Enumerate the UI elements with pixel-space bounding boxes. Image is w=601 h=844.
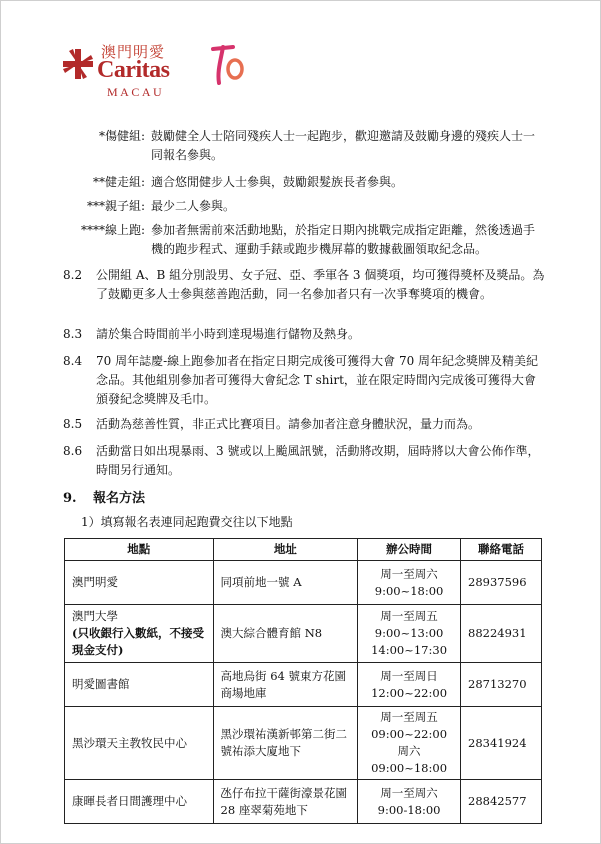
- cell-hours: [358, 561, 461, 605]
- logo-macau-text: MACAU: [107, 85, 165, 99]
- place-note: (只收銀行入數紙，不接受現金支付): [72, 626, 204, 657]
- group-label: **健走組:: [92, 175, 145, 189]
- item-text: 請於集合時間前半小時到達現場進行儲物及熱身。: [96, 327, 361, 341]
- section-heading: [63, 487, 145, 506]
- cell-place: 澳門明愛: [65, 561, 214, 605]
- hours-line: 09:00~22:00: [371, 727, 448, 741]
- item-text: 公開組 A、B 組分別設男、女子冠、亞、季軍各 3 個獎項，均可獲得獎杯及獎品。為了鼓勵更多人士參與慈善跑活動，同一名參加者只有一次爭奪獎項的機會。: [96, 268, 545, 301]
- hours-line: 12:00~22:00: [371, 685, 448, 700]
- table-row: [65, 707, 542, 780]
- cell-hours: [358, 780, 461, 824]
- item-number: 8.4: [63, 354, 83, 368]
- cell-phone: 28341924: [461, 707, 542, 780]
- item-number: 8.6: [63, 444, 83, 458]
- header-hours: 辦公時間: [358, 539, 461, 561]
- hours-line: 周一至周五: [380, 609, 438, 623]
- table-row: [65, 605, 542, 663]
- hours-line: 周一至周六: [380, 566, 438, 581]
- logo-english-text: Caritas: [97, 57, 170, 83]
- item-text: 活動為慈善性質，非正式比賽項目。請參加者注意身體狀況，量力而為。: [96, 417, 481, 431]
- cell-phone: 28937596: [461, 561, 542, 605]
- anniversary-70-logo: [207, 39, 247, 89]
- hours-line: 周一至周六: [380, 785, 438, 800]
- cell-address: 澳大綜合體育館 N8: [213, 605, 358, 663]
- group-label: ***親子組:: [86, 199, 145, 213]
- item-number: 8.5: [63, 417, 83, 431]
- hours-line: 9:00-18:00: [377, 802, 441, 817]
- group-desc: 參加者無需前來活動地點，於指定日期內挑戰完成指定距離，然後透過手機的跑步程式、運動手錶或跑步機屏幕的數據截圖領取紀念品。: [151, 223, 536, 256]
- group-desc: 鼓勵健全人士陪同殘疾人士一起跑步，歡迎邀請及鼓勵身邊的殘疾人士一同報名參與。: [151, 129, 536, 162]
- registration-locations-table: [64, 538, 542, 824]
- item-text: 活動當日如出現暴雨、3 號或以上颱風訊號，活動將改期，屆時將以大會公佈作準，時間另行通知。: [96, 444, 540, 477]
- cell-phone: 88224931: [461, 605, 542, 663]
- section-title: 報名方法: [93, 491, 146, 506]
- place-name: 澳門大學: [72, 609, 118, 623]
- hours-line: 9:00~13:00: [374, 626, 444, 640]
- table-row: [65, 663, 542, 707]
- cell-place: 明愛圖書館: [65, 663, 214, 707]
- cell-place: 黑沙環天主教牧民中心: [65, 707, 214, 780]
- cell-address: 同項前地一號 A: [213, 561, 358, 605]
- cell-place: [65, 605, 214, 663]
- caritas-logo: [61, 41, 251, 111]
- group-row: [1, 127, 601, 167]
- hours-line: 9:00~18:00: [374, 583, 444, 598]
- cell-phone: 28713270: [461, 663, 542, 707]
- cell-address: 高地烏街 64 號東方花園商場地庫: [213, 663, 358, 707]
- cell-hours: [358, 663, 461, 707]
- group-label: *傷健組:: [98, 129, 145, 143]
- header-address: 地址: [213, 539, 358, 561]
- logo-chinese-text: 澳門明愛: [101, 43, 166, 61]
- item-text: 70 周年誌慶-線上跑參加者在指定日期完成後可獲得大會 70 周年紀念獎牌及精美紀念品。其他組別參加者可獲得大會紀念 T shirt，並在限定時間內完成後可獲得大會頒發紀念獎牌及毛巾。: [96, 354, 539, 406]
- header-phone: 聯絡電話: [461, 539, 542, 561]
- hours-line: 周六: [397, 744, 421, 758]
- cell-address: 黑沙環祐漢新邨第二街二號祐添大廈地下: [213, 707, 358, 780]
- table-row: [65, 780, 542, 824]
- group-desc: 適合悠閒健步人士參與，鼓勵銀髮族長者參與。: [151, 175, 404, 189]
- cell-hours: [358, 605, 461, 663]
- table-header-row: [65, 539, 542, 561]
- cell-phone: 28842577: [461, 780, 542, 824]
- section-number: 9.: [63, 491, 77, 506]
- section-subitem: 1）填寫報名表連同起跑費交往以下地點: [81, 515, 293, 529]
- caritas-cross-icon: [61, 47, 95, 81]
- cell-place: 康暉長者日間護理中心: [65, 780, 214, 824]
- group-desc: 最少二人參與。: [151, 199, 236, 213]
- header-place: 地點: [65, 539, 214, 561]
- hours-line: 09:00~18:00: [371, 761, 448, 775]
- hours-line: 14:00~17:30: [371, 643, 448, 657]
- table-row: [65, 561, 542, 605]
- cell-hours: [358, 707, 461, 780]
- cell-address: 氹仔布拉干薩街濠景花園 28 座翠菊苑地下: [213, 780, 358, 824]
- hours-line: 周一至周日: [380, 668, 438, 683]
- item-number: 8.2: [63, 268, 83, 282]
- item-number: 8.3: [63, 327, 83, 341]
- hours-line: 周一至周五: [380, 710, 438, 724]
- group-label: ****線上跑:: [80, 223, 145, 237]
